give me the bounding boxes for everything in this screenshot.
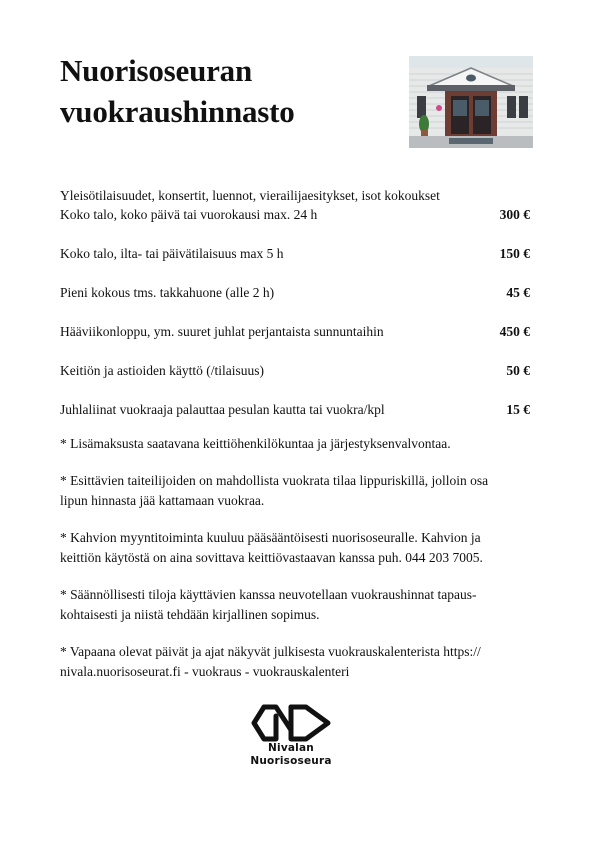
price-row [60,322,535,341]
price-row [60,400,535,419]
logo-text [240,742,342,768]
logo-text-line-1: Nivalan [268,742,314,754]
note-line: * Säännöllisesti tiloja käyttävien kanssa neuvotellaan vuokraushinnat tapaus- [60,586,477,602]
organization-logo [240,702,350,782]
nuorisoseura-logo-icon [250,702,332,744]
note [60,528,550,569]
price-row-label: Koko talo, koko päivä tai vuorokausi max. 24 h [60,207,318,222]
price-list-intro: Yleisötilaisuudet, konsertit, luennot, vierailijaesitykset, isot kokoukset [60,188,440,203]
price-row-value: 45 € [506,285,530,300]
note-line: nivala.nuorisoseurat.fi - vuokraus - vuokrauskalenteri [60,664,350,679]
price-row-value: 450 € [499,324,530,339]
price-row-label: Pieni kokous tms. takkahuone (alle 2 h) [60,285,275,300]
title-line-2: vuokraushinnasto [60,94,295,129]
price-row-label: Juhlaliinat vuokraaja palauttaa pesulan kautta tai vuokra/kpl [60,402,385,417]
price-row [60,244,535,263]
title-line-1: Nuorisoseuran [60,53,253,88]
note-line: * Lisämaksusta saatavana keittiöhenkilökuntaa ja järjestyksenvalvontaa. [60,436,451,451]
note [60,642,550,683]
note-line: lipun hinnasta jää kattamaan vuokraa. [60,493,265,508]
price-row-value: 300 € [499,207,530,222]
page-title [60,50,390,132]
price-row [60,361,535,380]
notes [60,434,550,699]
note-line: kohtaisesti ja niistä tehdään kirjallinen sopimus. [60,607,320,622]
note [60,471,550,512]
price-row-label: Koko talo, ilta- tai päivätilaisuus max 5 h [60,246,284,261]
logo-text-line-2: Nuorisoseura [250,755,332,767]
note-line: keittiön käytöstä on aina sovittava keittiövastaavan kanssa puh. 044 203 7005. [60,550,483,565]
price-row-value: 50 € [506,363,530,378]
price-list [60,186,535,419]
price-row-label: Keitiön ja astioiden käyttö (/tilaisuus) [60,363,264,378]
price-row-label: Hääviikonloppu, ym. suuret juhlat perjantaista sunnuntaihin [60,324,384,339]
note-line: * Kahvion myyntitoiminta kuuluu pääsääntöisesti nuorisoseuralle. Kahvion ja [60,529,481,545]
price-row-value: 15 € [506,402,530,417]
note [60,585,550,626]
building-photo [409,56,533,148]
price-row [60,205,535,224]
note [60,434,550,455]
note-line: * Esittävien taiteilijoiden on mahdollista vuokrata tilaa lippuriskillä, jolloin osa [60,472,489,488]
note-line: * Vapaana olevat päivät ja ajat näkyvät julkisesta vuokrauskalenterista https:// [60,643,481,659]
price-row-value: 150 € [499,246,530,261]
price-row [60,283,535,302]
